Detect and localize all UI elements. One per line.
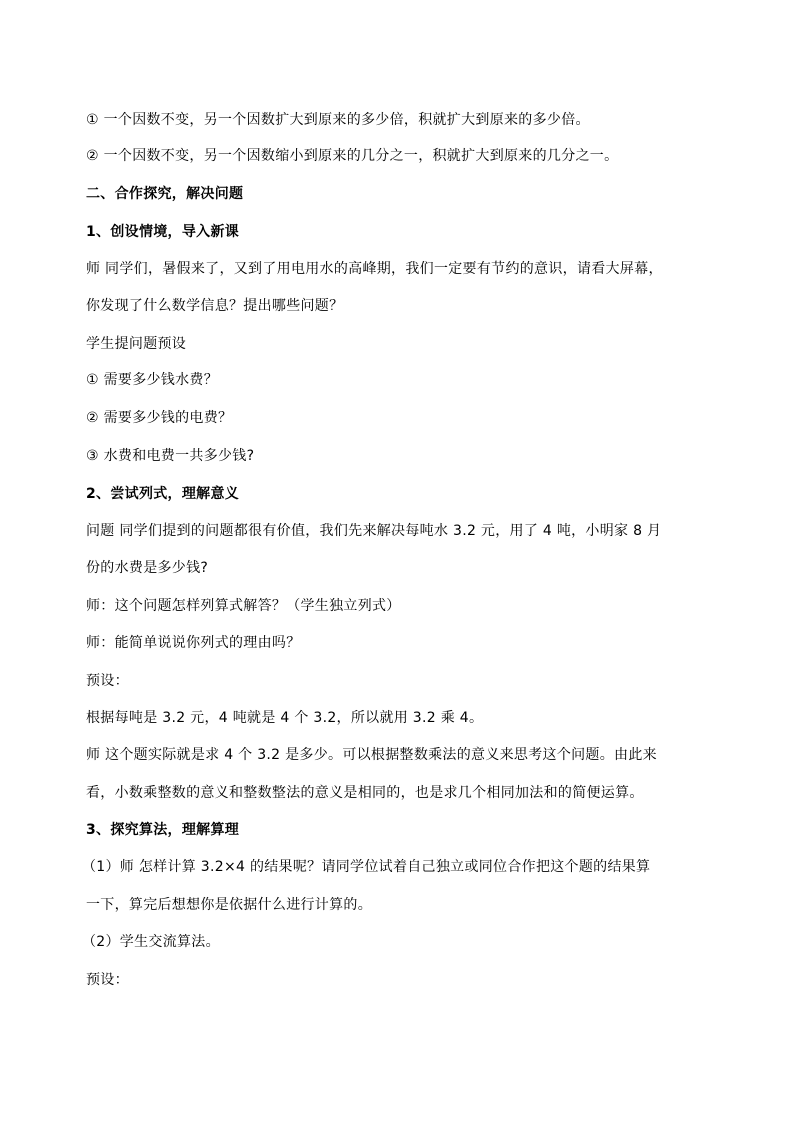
- list-item-question-1: ① 需要多少钱水费？: [86, 372, 219, 388]
- paragraph-rule-1: ① 一个因数不变，另一个因数扩大到原来的多少倍，积就扩大到原来的多少倍。: [86, 112, 590, 128]
- paragraph-preset-label-1: 预设：: [86, 673, 129, 689]
- paragraph-step-2: （2）学生交流算法。: [82, 934, 220, 950]
- paragraph-preset-answer: 根据每吨是 3.2 元，4 吨就是 4 个 3.2，所以就用 3.2 乘 4。: [86, 710, 484, 726]
- paragraph-problem-2: 份的水费是多少钱?: [86, 560, 209, 576]
- section-heading-cooperative-inquiry: 二、合作探究，解决问题: [86, 186, 244, 202]
- paragraph-teacher-intro-2: 你发现了什么数学信息？提出哪些问题？: [86, 298, 344, 314]
- subheading-try-formula: 2、尝试列式，理解意义: [86, 486, 240, 502]
- paragraph-teacher-explain-2: 看，小数乘整数的意义和整数整法的意义是相同的，也是求几个相同加法和的简便运算。: [86, 785, 644, 801]
- paragraph-problem-1: 问题 同学们提到的问题都很有价值，我们先来解决每吨水 3.2 元，用了 4 吨，小明家 8 月: [86, 523, 662, 539]
- paragraph-preset-label-2: 预设：: [86, 972, 129, 988]
- paragraph-teacher-question-1: 师：这个问题怎样列算式解答？（学生独立列式）: [86, 598, 401, 614]
- paragraph-teacher-intro-1: 师 同学们，暑假来了，又到了用电用水的高峰期，我们一定要有节约的意识，请看大屏幕，: [86, 261, 663, 277]
- paragraph-student-questions-preset: 学生提问题预设: [86, 336, 187, 352]
- paragraph-step-1-line-2: 一下，算完后想想你是依据什么进行计算的。: [86, 897, 372, 913]
- paragraph-rule-2: ② 一个因数不变，另一个因数缩小到原来的几分之一，积就扩大到原来的几分之一。: [86, 148, 619, 164]
- list-item-question-2: ② 需要多少钱的电费？: [86, 410, 233, 426]
- subheading-explore-algorithm: 3、探究算法，理解算理: [86, 822, 240, 838]
- subheading-create-situation: 1、创设情境，导入新课: [86, 224, 240, 240]
- paragraph-teacher-question-2: 师：能简单说说你列式的理由吗？: [86, 635, 301, 651]
- list-item-question-3: ③ 水费和电费一共多少钱?: [86, 448, 255, 464]
- paragraph-teacher-explain-1: 师 这个题实际就是求 4 个 3.2 是多少。可以根据整数乘法的意义来思考这个问题。由此来: [86, 747, 657, 763]
- paragraph-step-1-line-1: （1）师 怎样计算 3.2×4 的结果呢？请同学位试着自己独立或同位合作把这个题的结果算: [82, 859, 651, 875]
